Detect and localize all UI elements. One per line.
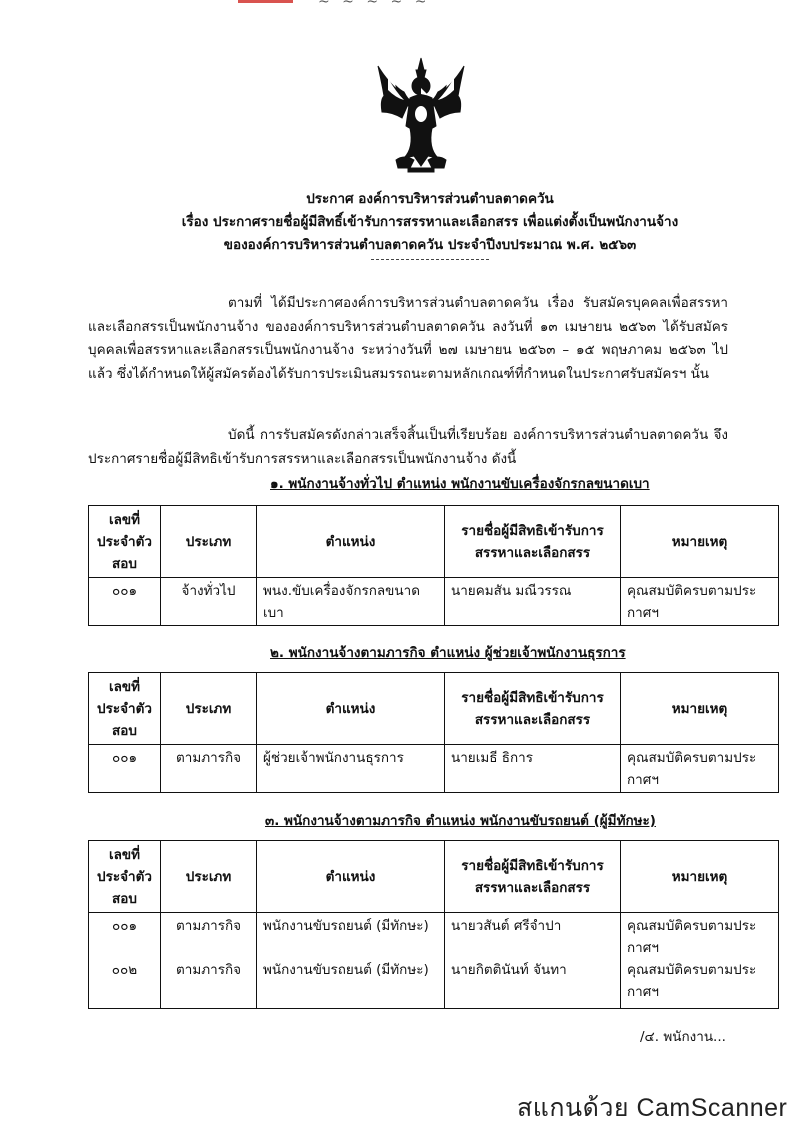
header-position: ตำแหน่ง bbox=[257, 841, 445, 913]
cell-position: ผู้ช่วยเจ้าพนักงานธุรการ bbox=[257, 745, 445, 793]
announce-paragraph-text: บัดนี้ การรับสมัครดังกล่าวเสร็จสิ้นเป็นที่เรียบร้อย องค์การบริหารส่วนตำบลตาดควัน จึงประกาศรายชื่อผู้มีสิทธิเข้ารับการสรรหาและเลือกสรรเป็นพนักงานจ้าง ดังนี้ bbox=[88, 427, 728, 467]
cell-position: พนง.ขับเครื่องจักรกลขนาดเบา bbox=[257, 578, 445, 626]
table-row bbox=[89, 745, 779, 793]
header-names: รายชื่อผู้มีสิทธิเข้ารับการสรรหาและเลือกสรร bbox=[445, 506, 621, 578]
announcement-subject: เรื่อง ประกาศรายชื่อผู้มีสิทธิ์เข้ารับการสรรหาและเลือกสรร เพื่อแต่งตั้งเป็นพนักงานจ้าง bbox=[181, 214, 679, 230]
header-type: ประเภท bbox=[161, 506, 257, 578]
cell-number: ๐๐๑ bbox=[89, 745, 161, 793]
cell-number: ๐๐๑ bbox=[89, 578, 161, 626]
cell-remark-2: คุณสมบัติครบตามประกาศฯ bbox=[627, 962, 757, 1000]
header-divider bbox=[371, 259, 489, 260]
cell-type bbox=[161, 913, 257, 1009]
section-2-table bbox=[88, 672, 779, 793]
cell-name bbox=[445, 913, 621, 1009]
header-names: รายชื่อผู้มีสิทธิเข้ารับการสรรหาและเลือกสรร bbox=[445, 673, 621, 745]
cell-position-2: พนักงานขับรถยนต์ (มีทักษะ) bbox=[263, 962, 429, 978]
intro-paragraph-text: ตามที่ ได้มีประกาศองค์การบริหารส่วนตำบลตาดควัน เรื่อง รับสมัครบุคคลเพื่อสรรหาและเลือกสรรเป็นพนักงานจ้าง ขององค์การบริหารส่วนตำบลตาดควัน ลงวันที่ ๑๓ เมษายน ๒๕๖๓ ได้รับสมัครบุคคลเพื่อสรรหาและเลือกสรรเป็นพนักงานจ้าง ระหว่างวันที่ ๒๗ เมษายน ๒๕๖๓ – ๑๕ พฤษภาคม ๒๕๖๓ ไปแล้ว ซึ่งได้กำหนดให้ผู้สมัครต้องได้รับการประเมินสมรรถนะตามหลักเกณฑ์ที่กำหนดในประกาศรับสมัครฯ นั้น bbox=[88, 295, 728, 382]
header-position: ตำแหน่ง bbox=[257, 506, 445, 578]
announcement-title: ประกาศ องค์การบริหารส่วนตำบลตาดควัน bbox=[306, 191, 554, 207]
cell-position-1: พนักงานขับรถยนต์ (มีทักษะ) bbox=[263, 918, 429, 934]
section-3-title: ๓. พนักงานจ้างตามภารกิจ ตำแหน่ง พนักงานขับรถยนต์ (ผู้มีทักษะ) bbox=[265, 813, 656, 829]
cell-name-1: นายวสันต์ ศรีจำปา bbox=[451, 918, 562, 934]
header-remark: หมายเหตุ bbox=[621, 841, 779, 913]
header-type: ประเภท bbox=[161, 673, 257, 745]
cell-name: นายคมสัน มณีวรรณ bbox=[445, 578, 621, 626]
section-1-title: ๑. พนักงานจ้างทั่วไป ตำแหน่ง พนักงานขับเครื่องจักรกลขนาดเบา bbox=[270, 476, 650, 492]
cell-type-1: ตามภารกิจ bbox=[175, 918, 242, 934]
cell-name: นายเมธี ธิการ bbox=[445, 745, 621, 793]
cell-remark-1: คุณสมบัติครบตามประกาศฯ bbox=[627, 918, 757, 956]
table-row bbox=[89, 578, 779, 626]
announce-paragraph bbox=[88, 424, 728, 471]
header-remark: หมายเหตุ bbox=[621, 506, 779, 578]
cell-remark bbox=[621, 913, 779, 1009]
garuda-emblem-icon bbox=[374, 56, 468, 174]
cell-number-2: ๐๐๒ bbox=[111, 962, 138, 978]
header-position: ตำแหน่ง bbox=[257, 673, 445, 745]
cell-number bbox=[89, 913, 161, 1009]
cell-position bbox=[257, 913, 445, 1009]
announcement-subject-cont: ขององค์การบริหารส่วนตำบลตาดควัน ประจำปีงบประมาณ พ.ศ. ๒๕๖๓ bbox=[223, 237, 637, 253]
intro-paragraph bbox=[88, 292, 728, 386]
cell-remark: คุณสมบัติครบตามประกาศฯ bbox=[621, 745, 779, 793]
section-1-table bbox=[88, 505, 779, 626]
section-3-table bbox=[88, 840, 779, 1009]
camscanner-watermark: สแกนด้วย CamScanner bbox=[517, 1094, 788, 1122]
header-remark: หมายเหตุ bbox=[621, 673, 779, 745]
section-2-title: ๒. พนักงานจ้างตามภารกิจ ตำแหน่ง ผู้ช่วยเจ้าพนักงานธุรการ bbox=[270, 645, 626, 661]
header-number: เลขที่ประจำตัวสอบ bbox=[89, 506, 161, 578]
table-header-row bbox=[89, 673, 779, 745]
announcement-header bbox=[150, 188, 710, 260]
scan-top-edge: ~ ~ ~ ~ ~ bbox=[0, 0, 800, 14]
next-page-marker: /๔. พนักงาน... bbox=[640, 1029, 726, 1045]
header-names: รายชื่อผู้มีสิทธิเข้ารับการสรรหาและเลือกสรร bbox=[445, 841, 621, 913]
table-header-row bbox=[89, 841, 779, 913]
cell-number-1: ๐๐๑ bbox=[111, 918, 138, 934]
cell-type: จ้างทั่วไป bbox=[161, 578, 257, 626]
cell-remark: คุณสมบัติครบตามประกาศฯ bbox=[621, 578, 779, 626]
table-header-row bbox=[89, 506, 779, 578]
header-number: เลขที่ประจำตัวสอบ bbox=[89, 841, 161, 913]
cell-name-2: นายกิตตินันท์ จันทา bbox=[451, 962, 567, 978]
header-number: เลขที่ประจำตัวสอบ bbox=[89, 673, 161, 745]
header-type: ประเภท bbox=[161, 841, 257, 913]
table-row bbox=[89, 913, 779, 1009]
cell-type: ตามภารกิจ bbox=[161, 745, 257, 793]
cell-type-2: ตามภารกิจ bbox=[175, 962, 242, 978]
